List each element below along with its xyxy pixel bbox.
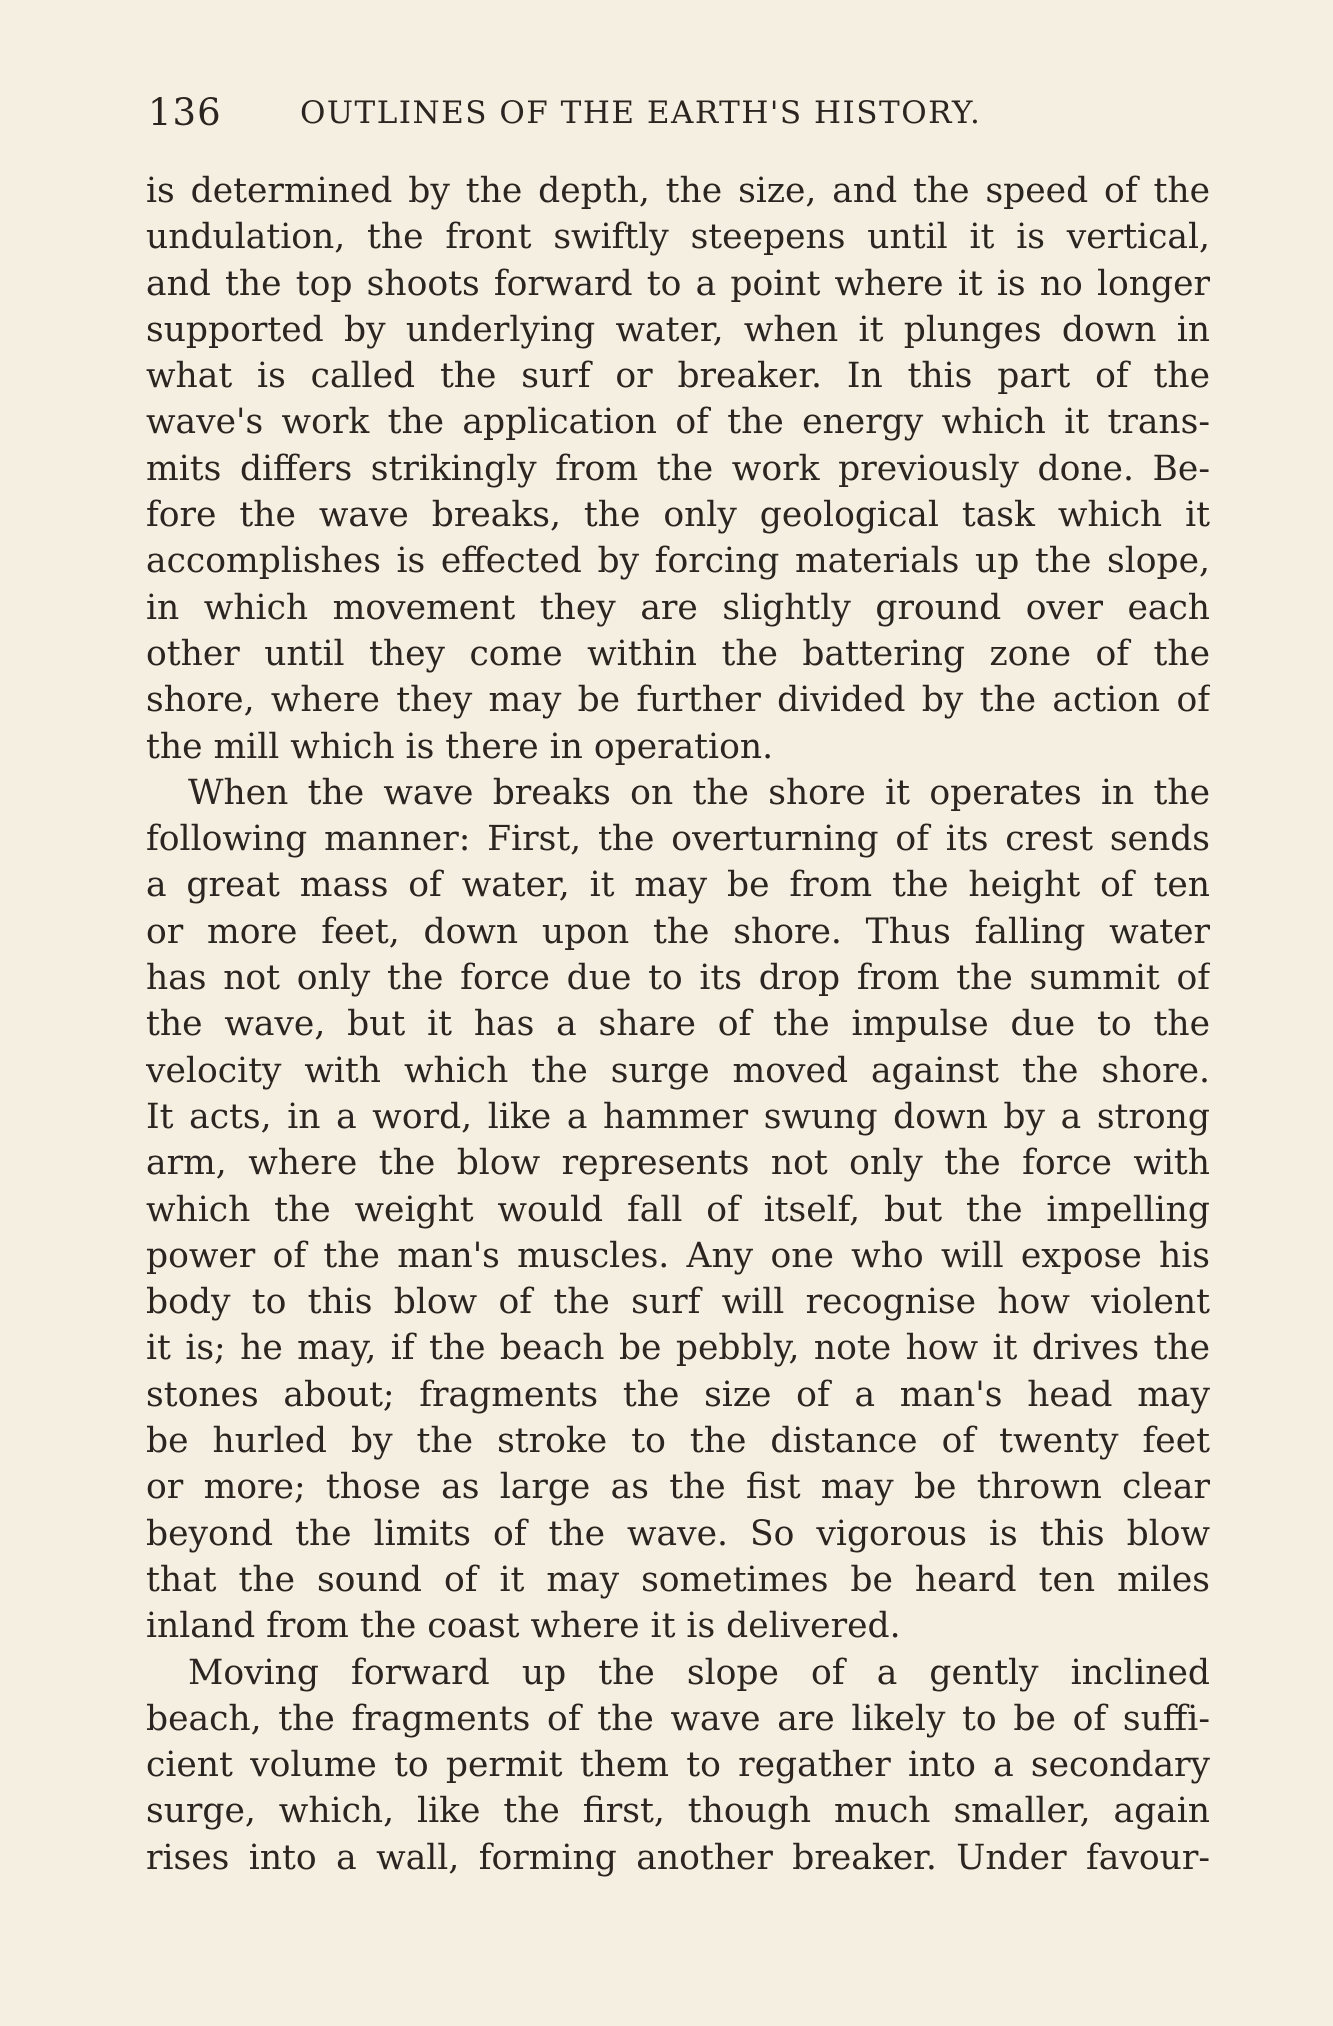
text-line: following manner: First, the overturning of its crest sends <box>146 819 1210 860</box>
text-line: body to this blow of the surf will recognise how violent <box>146 1282 1210 1323</box>
text-line: It acts, in a word, like a hammer swung down by a strong <box>146 1096 1210 1137</box>
text-line: beyond the limits of the wave. So vigorous is this blow <box>146 1513 1210 1554</box>
text-line: cient volume to permit them to regather into a secondary <box>146 1745 1210 1786</box>
text-line: it is; he may, if the beach be pebbly, note how it drives the <box>146 1328 1210 1369</box>
text-line: supported by underlying water, when it plunges down in <box>146 309 1210 350</box>
text-line: other until they come within the battering zone of the <box>146 633 1210 674</box>
text-line: arm, where the blow represents not only the force with <box>146 1143 1210 1184</box>
text-line: surge, which, like the first, though much smaller, again <box>146 1791 1210 1832</box>
text-line: and the top shoots forward to a point where it is no longer <box>146 263 1210 304</box>
text-line: mits differs strikingly from the work previously done. Be- <box>146 448 1210 489</box>
text-line: or more feet, down upon the shore. Thus falling water <box>146 911 1210 952</box>
text-line: the mill which is there in operation. <box>146 726 774 767</box>
text-line: beach, the fragments of the wave are likely to be of suffi- <box>146 1698 1210 1739</box>
text-line: that the sound of it may sometimes be heard ten miles <box>146 1559 1210 1600</box>
text-line: in which movement they are slightly ground over each <box>146 587 1210 628</box>
text-line: a great mass of water, it may be from the height of ten <box>146 865 1210 906</box>
text-line: shore, where they may be further divided by the action of <box>146 680 1210 721</box>
text-line: or more; those as large as the fist may be thrown clear <box>146 1467 1210 1508</box>
text-line: which the weight would fall of itself, but the impelling <box>146 1189 1210 1230</box>
text-line: inland from the coast where it is delivered. <box>146 1606 901 1647</box>
text-line: wave's work the application of the energy which it trans- <box>146 402 1210 443</box>
text-line: has not only the force due to its drop from the summit of <box>146 958 1210 999</box>
body-text <box>146 168 1210 1881</box>
page-number: 136 <box>148 91 222 134</box>
text-line: fore the wave breaks, the only geological task which it <box>146 495 1210 536</box>
text-line: rises into a wall, forming another breaker. Under favour- <box>146 1837 1210 1878</box>
text-line: is determined by the depth, the size, and the speed of the <box>146 171 1210 211</box>
text-line: accomplishes is effected by forcing materials up the slope, <box>146 541 1210 582</box>
text-line: be hurled by the stroke to the distance of twenty feet <box>146 1421 1210 1462</box>
text-line: the wave, but it has a share of the impulse due to the <box>146 1004 1210 1045</box>
text-line: velocity with which the surge moved against the shore. <box>146 1050 1210 1091</box>
running-title: OUTLINES OF THE EARTH'S HISTORY. <box>300 95 982 131</box>
text-line: what is called the surf or breaker. In this part of the <box>146 356 1210 397</box>
text-line: Moving forward up the slope of a gently inclined <box>188 1652 1210 1693</box>
text-line: undulation, the front swiftly steepens until it is vertical, <box>146 217 1210 258</box>
running-head <box>140 88 1212 138</box>
text-line: stones about; fragments the size of a man's head may <box>146 1374 1210 1415</box>
text-line: power of the man's muscles. Any one who will expose his <box>146 1235 1210 1276</box>
text-line: When the wave breaks on the shore it operates in the <box>188 772 1210 813</box>
